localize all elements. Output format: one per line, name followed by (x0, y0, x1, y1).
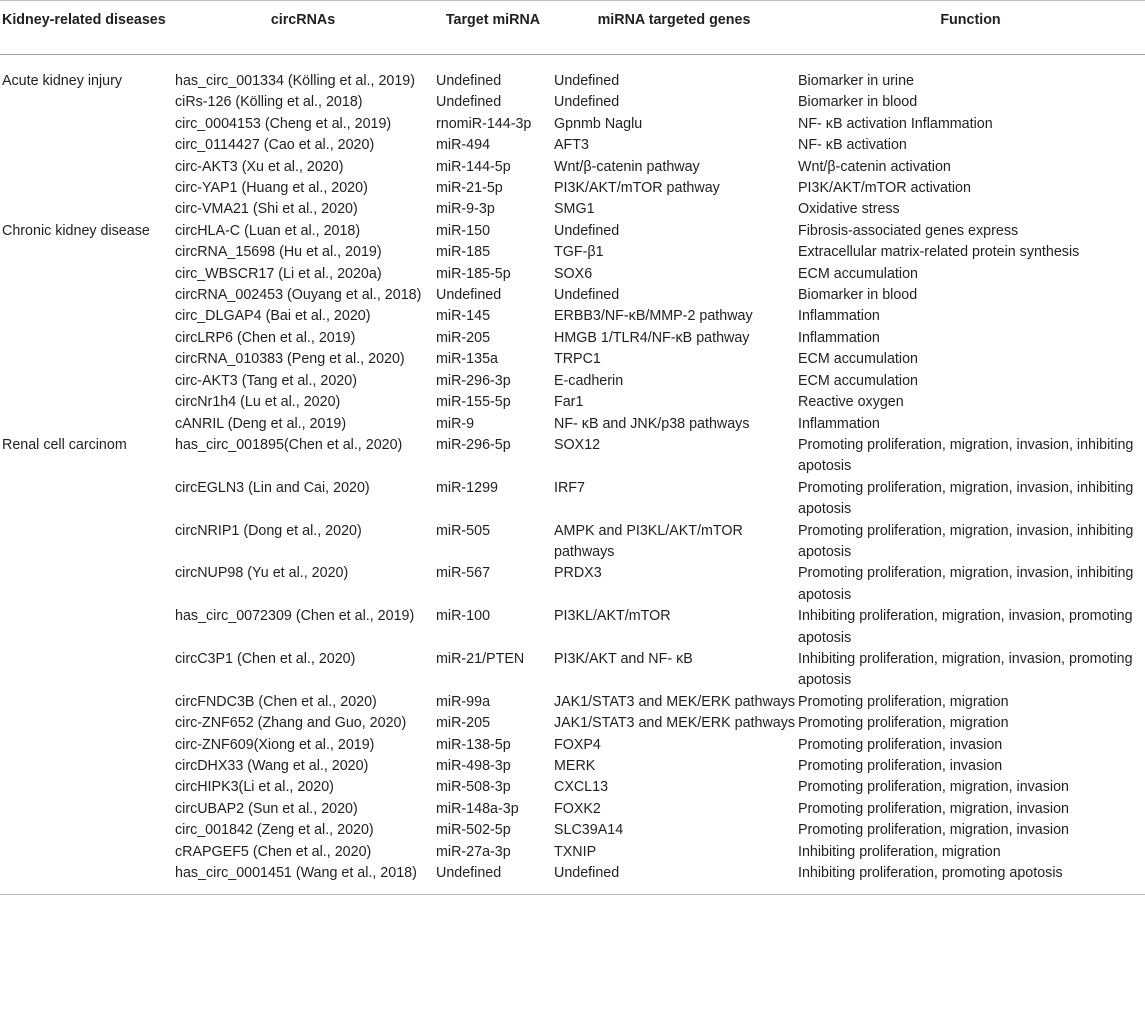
disease-cell (0, 863, 172, 895)
disease-cell (0, 842, 172, 863)
table-row (0, 756, 1145, 777)
circrna-cell: circ_DLGAP4 (Bai et al., 2020) (175, 308, 371, 325)
table-row (0, 649, 1145, 692)
circrna-cell: circHLA-C (Luan et al., 2018) (175, 222, 361, 239)
table-row (0, 92, 1145, 113)
table-row (0, 221, 1145, 242)
targeted-genes-cell: Undefined (554, 287, 620, 304)
target-mirna-cell: miR-135a (436, 351, 498, 368)
circrna-cell: circRNA_15698 (Hu et al., 2019) (175, 244, 382, 261)
targeted-genes-cell: PI3KL/AKT/mTOR (554, 608, 671, 625)
disease-cell: Renal cell carcinom (2, 436, 127, 453)
table-row (0, 713, 1145, 734)
target-mirna-cell: miR-9 (436, 415, 475, 432)
table-row (0, 242, 1145, 263)
targeted-genes-cell: CXCL13 (554, 779, 609, 796)
disease-cell (0, 135, 172, 156)
target-mirna-cell: Undefined (436, 73, 502, 89)
function-cell: Wnt/β-catenin activation (798, 158, 951, 175)
function-cell: Promoting proliferation, migration, invasion (798, 779, 1069, 796)
disease-cell (0, 606, 172, 649)
table-row (0, 863, 1145, 895)
function-cell: NF- κB activation (798, 137, 907, 154)
disease-cell (0, 371, 172, 392)
header-target-mirna: Target miRNA (434, 1, 552, 55)
disease-cell (0, 242, 172, 263)
targeted-genes-cell: Undefined (554, 73, 620, 89)
target-mirna-cell: miR-144-5p (436, 158, 511, 175)
target-mirna-cell: miR-100 (436, 608, 491, 625)
target-mirna-cell: miR-502-5p (436, 822, 511, 839)
disease-cell (0, 649, 172, 692)
disease-cell (0, 92, 172, 113)
targeted-genes-cell: SOX6 (554, 265, 593, 282)
circrna-cell: circLRP6 (Chen et al., 2019) (175, 329, 356, 346)
circrna-cell: circUBAP2 (Sun et al., 2020) (175, 800, 358, 817)
target-mirna-cell: miR-494 (436, 137, 491, 154)
target-mirna-cell: miR-508-3p (436, 779, 511, 796)
target-mirna-cell: miR-138-5p (436, 736, 511, 753)
target-mirna-cell: miR-150 (436, 222, 491, 239)
targeted-genes-cell: NF- κB and JNK/p38 pathways (554, 415, 750, 432)
function-cell: Promoting proliferation, invasion (798, 758, 1003, 774)
circrna-cell: circ-AKT3 (Tang et al., 2020) (175, 372, 357, 389)
target-mirna-cell: miR-21/PTEN (436, 650, 525, 667)
table-row (0, 114, 1145, 135)
targeted-genes-cell: Undefined (552, 863, 796, 895)
function-cell: Promoting proliferation, migration (798, 715, 1009, 732)
target-mirna-cell: rnomiR-144-3p (436, 115, 532, 132)
table-row (0, 55, 1145, 93)
function-cell: Fibrosis-associated genes express (798, 222, 1019, 239)
table-row (0, 328, 1145, 349)
disease-cell (0, 756, 172, 777)
targeted-genes-cell: TXNIP (554, 843, 597, 860)
function-cell: Inhibiting proliferation, migration, invasion, promoting apotosis (798, 608, 1133, 646)
target-mirna-cell: miR-498-3p (436, 758, 511, 774)
function-cell: Biomarker in blood (798, 287, 918, 304)
circrna-cell: circ_WBSCR17 (Li et al., 2020a) (175, 265, 382, 282)
header-function: Function (796, 1, 1145, 55)
circrna-cell: cRAPGEF5 (Chen et al., 2020) (175, 843, 372, 860)
disease-cell (0, 114, 172, 135)
function-cell: Promoting proliferation, invasion (798, 736, 1003, 753)
function-cell: Promoting proliferation, migration, invasion, inhibiting apotosis (798, 565, 1134, 603)
disease-cell (0, 328, 172, 349)
target-mirna-cell: miR-148a-3p (436, 800, 519, 817)
circrna-cell: has_circ_001334 (Kölling et al., 2019) (175, 73, 416, 89)
circrna-cell: has_circ_0001451 (Wang et al., 2018) (172, 863, 434, 895)
targeted-genes-cell: ERBB3/NF-κB/MMP-2 pathway (554, 308, 753, 325)
target-mirna-cell: miR-145 (436, 308, 491, 325)
targeted-genes-cell: SOX12 (554, 436, 601, 453)
function-cell: Promoting proliferation, migration, invasion, inhibiting apotosis (798, 522, 1134, 560)
function-cell: Biomarker in blood (798, 94, 918, 111)
function-cell: Inhibiting proliferation, promoting apotosis (796, 863, 1145, 895)
circrna-cell: circRNA_002453 (Ouyang et al., 2018) (175, 287, 422, 304)
disease-cell (0, 478, 172, 521)
target-mirna-cell: miR-296-3p (436, 372, 511, 389)
circrna-cell: circRNA_010383 (Peng et al., 2020) (175, 351, 405, 368)
circrna-cell: circ-ZNF609(Xiong et al., 2019) (175, 736, 375, 753)
table-row (0, 842, 1145, 863)
table-row (0, 414, 1145, 435)
function-cell: Oxidative stress (798, 201, 900, 218)
table-row (0, 199, 1145, 220)
header-row (0, 1, 1145, 55)
table-row (0, 606, 1145, 649)
circrna-cell: circ_001842 (Zeng et al., 2020) (175, 822, 374, 839)
table-row (0, 521, 1145, 564)
targeted-genes-cell: FOXK2 (554, 800, 601, 817)
targeted-genes-cell: Undefined (554, 222, 620, 239)
table-row (0, 178, 1145, 199)
disease-cell (0, 157, 172, 178)
target-mirna-cell: Undefined (436, 287, 502, 304)
table-row (0, 371, 1145, 392)
table-row (0, 735, 1145, 756)
target-mirna-cell: miR-205 (436, 329, 491, 346)
function-cell: ECM accumulation (798, 372, 918, 389)
circrna-cell: circFNDC3B (Chen et al., 2020) (175, 693, 377, 710)
targeted-genes-cell: PRDX3 (554, 565, 602, 582)
targeted-genes-cell: PI3K/AKT and NF- κB (554, 650, 693, 667)
circrna-cell: circNRIP1 (Dong et al., 2020) (175, 522, 362, 539)
disease-cell (0, 735, 172, 756)
circrna-cell: ciRs-126 (Kölling et al., 2018) (175, 94, 363, 111)
targeted-genes-cell: Undefined (554, 94, 620, 111)
disease-cell (0, 521, 172, 564)
function-cell: ECM accumulation (798, 351, 918, 368)
circrna-cell: has_circ_001895(Chen et al., 2020) (175, 436, 403, 453)
target-mirna-cell: miR-27a-3p (436, 843, 511, 860)
target-mirna-cell: miR-205 (436, 715, 491, 732)
disease-cell (0, 692, 172, 713)
function-cell: Extracellular matrix-related protein synthesis (798, 244, 1080, 261)
target-mirna-cell: miR-505 (436, 522, 491, 539)
disease-cell: Acute kidney injury (2, 73, 122, 89)
targeted-genes-cell: FOXP4 (554, 736, 601, 753)
targeted-genes-cell: JAK1/STAT3 and MEK/ERK pathways (554, 693, 796, 710)
disease-cell (0, 713, 172, 734)
function-cell: Inhibiting proliferation, migration, invasion, promoting apotosis (798, 650, 1133, 689)
target-mirna-cell: miR-296-5p (436, 436, 511, 453)
function-cell: Promoting proliferation, migration, invasion (798, 800, 1069, 817)
targeted-genes-cell: PI3K/AKT/mTOR pathway (554, 180, 720, 197)
targeted-genes-cell: Far1 (554, 394, 584, 411)
function-cell: Promoting proliferation, migration, invasion (798, 822, 1069, 839)
table-header (0, 1, 1145, 55)
circrna-cell: circC3P1 (Chen et al., 2020) (175, 650, 356, 667)
circrna-cell: cANRIL (Deng et al., 2019) (175, 415, 347, 432)
target-mirna-cell: Undefined (436, 94, 502, 111)
function-cell: Promoting proliferation, migration, invasion, inhibiting apotosis (798, 436, 1134, 475)
header-disease: Kidney-related diseases (0, 1, 172, 55)
targeted-genes-cell: JAK1/STAT3 and MEK/ERK pathways (554, 715, 796, 732)
circrna-cell: circNUP98 (Yu et al., 2020) (175, 565, 349, 582)
targeted-genes-cell: AMPK and PI3KL/AKT/mTOR pathways (554, 522, 743, 560)
targeted-genes-cell: SMG1 (554, 201, 595, 218)
header-targeted-genes: miRNA targeted genes (552, 1, 796, 55)
disease-cell (0, 799, 172, 820)
disease-cell (0, 820, 172, 841)
circrna-cell: circNr1h4 (Lu et al., 2020) (175, 394, 341, 411)
target-mirna-cell: miR-155-5p (436, 394, 511, 411)
table-row (0, 157, 1145, 178)
circrna-cell: has_circ_0072309 (Chen et al., 2019) (175, 608, 415, 625)
disease-cell (0, 349, 172, 370)
circrna-cell: circHIPK3(Li et al., 2020) (175, 779, 334, 796)
circrna-cell: circ-ZNF652 (Zhang and Guo, 2020) (175, 715, 407, 732)
targeted-genes-cell: Gpnmb Naglu (554, 115, 643, 132)
disease-cell (0, 414, 172, 435)
target-mirna-cell: miR-567 (436, 565, 491, 582)
table-row (0, 135, 1145, 156)
function-cell: NF- κB activation Inflammation (798, 115, 993, 132)
target-mirna-cell: miR-9-3p (436, 201, 495, 218)
table-row (0, 692, 1145, 713)
table-row (0, 478, 1145, 521)
targeted-genes-cell: AFT3 (554, 137, 589, 154)
targeted-genes-cell: HMGB 1/TLR4/NF-κB pathway (554, 329, 750, 346)
function-cell: Inflammation (798, 329, 880, 346)
function-cell: Promoting proliferation, migration, invasion, inhibiting apotosis (798, 479, 1134, 518)
table-row (0, 777, 1145, 798)
function-cell: PI3K/AKT/mTOR activation (798, 180, 971, 197)
header-circrnas: circRNAs (172, 1, 434, 55)
targeted-genes-cell: TRPC1 (554, 351, 601, 368)
targeted-genes-cell: TGF-β1 (554, 244, 604, 261)
disease-cell (0, 777, 172, 798)
circrna-cell: circDHX33 (Wang et al., 2020) (175, 758, 369, 774)
target-mirna-cell: miR-99a (436, 693, 491, 710)
function-cell: Inhibiting proliferation, migration (798, 843, 1001, 860)
function-cell: Inflammation (798, 308, 880, 325)
target-mirna-cell: miR-21-5p (436, 180, 503, 197)
function-cell: Biomarker in urine (798, 73, 915, 89)
disease-cell: Chronic kidney disease (2, 222, 150, 239)
disease-cell (0, 392, 172, 413)
function-cell: Inflammation (798, 415, 880, 432)
table-row (0, 349, 1145, 370)
table-row (0, 435, 1145, 478)
disease-cell (0, 199, 172, 220)
disease-cell (0, 178, 172, 199)
disease-cell (0, 285, 172, 306)
target-mirna-cell: miR-1299 (436, 479, 498, 496)
table-row (0, 563, 1145, 606)
table-row (0, 820, 1145, 841)
disease-cell (0, 563, 172, 606)
function-cell: Promoting proliferation, migration (798, 693, 1009, 710)
target-mirna-cell: Undefined (434, 863, 552, 895)
targeted-genes-cell: Wnt/β-catenin pathway (554, 158, 700, 175)
circrna-cell: circ-YAP1 (Huang et al., 2020) (175, 180, 368, 197)
circrna-cell: circ-VMA21 (Shi et al., 2020) (175, 201, 358, 218)
targeted-genes-cell: E-cadherin (554, 372, 624, 389)
target-mirna-cell: miR-185 (436, 244, 491, 261)
circrna-cell: circ_0114427 (Cao et al., 2020) (175, 137, 375, 154)
target-mirna-cell: miR-185-5p (436, 265, 511, 282)
table-row (0, 392, 1145, 413)
table-row (0, 264, 1145, 285)
targeted-genes-cell: MERK (554, 758, 596, 774)
function-cell: ECM accumulation (798, 265, 918, 282)
function-cell: Reactive oxygen (798, 394, 904, 411)
targeted-genes-cell: SLC39A14 (554, 822, 624, 839)
circrna-cell: circ-AKT3 (Xu et al., 2020) (175, 158, 344, 175)
table-body (0, 55, 1145, 895)
targeted-genes-cell: IRF7 (554, 479, 585, 496)
disease-cell (0, 264, 172, 285)
table-row (0, 306, 1145, 327)
circrna-cell: circEGLN3 (Lin and Cai, 2020) (175, 479, 370, 496)
table-row (0, 799, 1145, 820)
table-row (0, 285, 1145, 306)
circrna-cell: circ_0004153 (Cheng et al., 2019) (175, 115, 392, 132)
disease-cell (0, 306, 172, 327)
